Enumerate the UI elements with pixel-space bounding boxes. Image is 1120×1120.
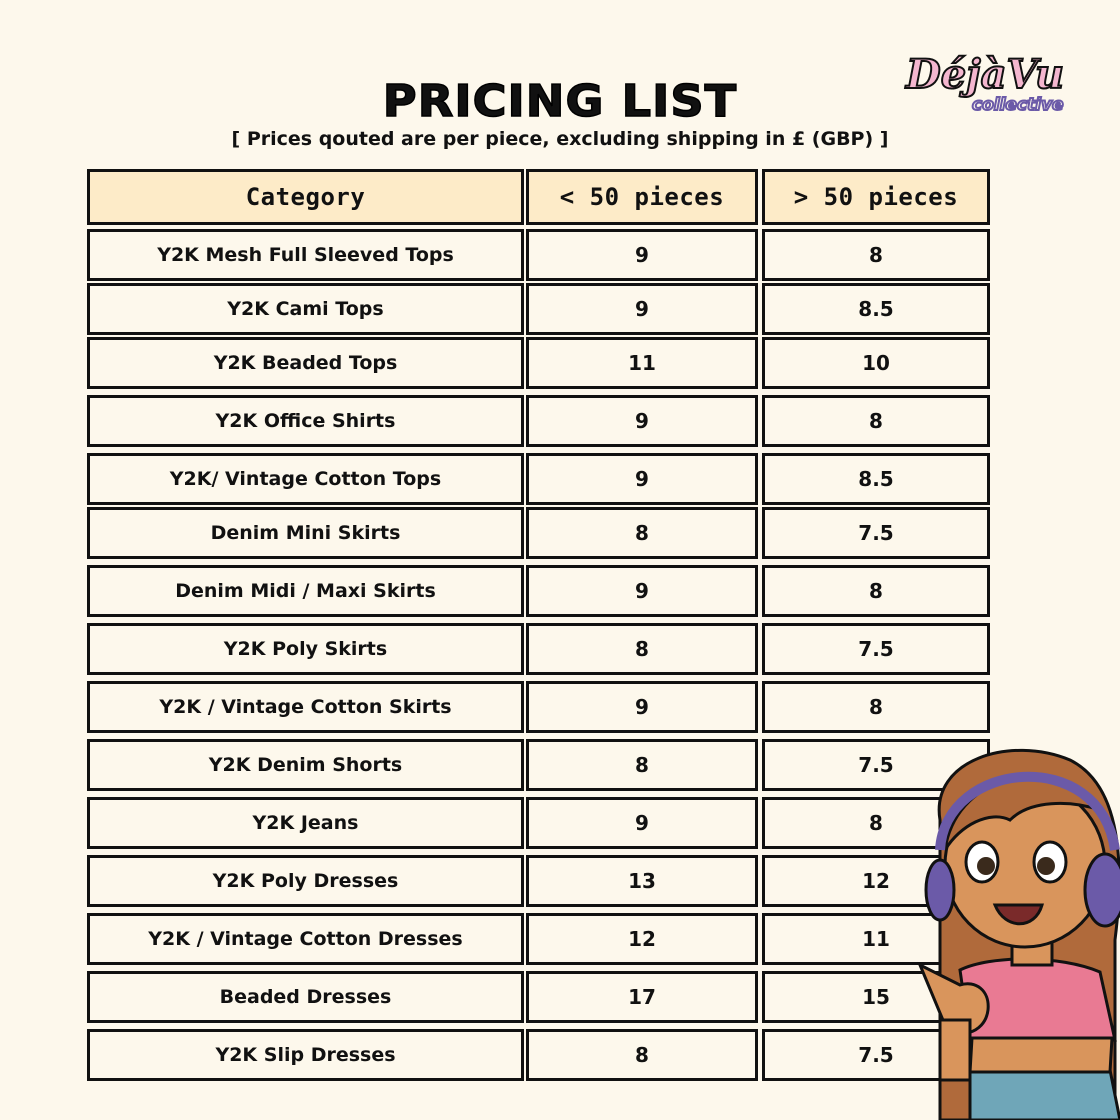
cell-over-50-price: 11: [762, 913, 990, 965]
cell-over-50-price: 7.5: [762, 1029, 990, 1081]
logo-badge: [900, 40, 1090, 120]
cell-over-50-price: 7.5: [762, 507, 990, 559]
cell-category: Denim Midi / Maxi Skirts: [87, 565, 524, 617]
cell-category: Y2K Beaded Tops: [87, 337, 524, 389]
cell-over-50-price: 8.5: [762, 453, 990, 505]
cell-over-50-price: 8: [762, 681, 990, 733]
cell-category: Y2K Jeans: [87, 797, 524, 849]
cell-under-50-price: 8: [526, 739, 758, 791]
cell-under-50-price: 9: [526, 395, 758, 447]
cell-category: Y2K / Vintage Cotton Dresses: [87, 913, 524, 965]
cell-under-50-price: 12: [526, 913, 758, 965]
cell-over-50-price: 12: [762, 855, 990, 907]
cell-category: Y2K Denim Shorts: [87, 739, 524, 791]
page-title: PRICING LIST: [382, 76, 738, 127]
cell-over-50-price: 8: [762, 797, 990, 849]
column-header-over-50: > 50 pieces: [762, 169, 990, 225]
cell-under-50-price: 8: [526, 623, 758, 675]
cell-under-50-price: 11: [526, 337, 758, 389]
cell-category: Y2K Poly Dresses: [87, 855, 524, 907]
page-subtitle: [ Prices qouted are per piece, excluding shipping in £ (GBP) ]: [231, 128, 889, 150]
cell-over-50-price: 15: [762, 971, 990, 1023]
cell-under-50-price: 8: [526, 1029, 758, 1081]
cell-under-50-price: 13: [526, 855, 758, 907]
cell-over-50-price: 10: [762, 337, 990, 389]
column-header-under-50: < 50 pieces: [526, 169, 758, 225]
cell-over-50-price: 7.5: [762, 739, 990, 791]
cell-under-50-price: 9: [526, 283, 758, 335]
cell-category: Y2K Cami Tops: [87, 283, 524, 335]
cell-under-50-price: 9: [526, 797, 758, 849]
cell-under-50-price: 8: [526, 507, 758, 559]
cell-under-50-price: 9: [526, 565, 758, 617]
cell-over-50-price: 8.5: [762, 283, 990, 335]
cell-category: Beaded Dresses: [87, 971, 524, 1023]
logo-sub-text: collective: [972, 95, 1064, 115]
cell-over-50-price: 7.5: [762, 623, 990, 675]
cell-category: Denim Mini Skirts: [87, 507, 524, 559]
cell-category: Y2K Office Shirts: [87, 395, 524, 447]
cell-category: Y2K Poly Skirts: [87, 623, 524, 675]
logo-main-text: DéjàVu: [906, 51, 1065, 98]
cell-category: Y2K / Vintage Cotton Skirts: [87, 681, 524, 733]
cell-over-50-price: 8: [762, 565, 990, 617]
cell-over-50-price: 8: [762, 229, 990, 281]
cell-category: Y2K Mesh Full Sleeved Tops: [87, 229, 524, 281]
cell-under-50-price: 9: [526, 229, 758, 281]
cartoon-girl-illustration: [900, 740, 1120, 1120]
cell-under-50-price: 17: [526, 971, 758, 1023]
cell-under-50-price: 9: [526, 681, 758, 733]
cell-over-50-price: 8: [762, 395, 990, 447]
cell-under-50-price: 9: [526, 453, 758, 505]
cell-category: Y2K Slip Dresses: [87, 1029, 524, 1081]
cell-category: Y2K/ Vintage Cotton Tops: [87, 453, 524, 505]
column-header-category: Category: [87, 169, 524, 225]
